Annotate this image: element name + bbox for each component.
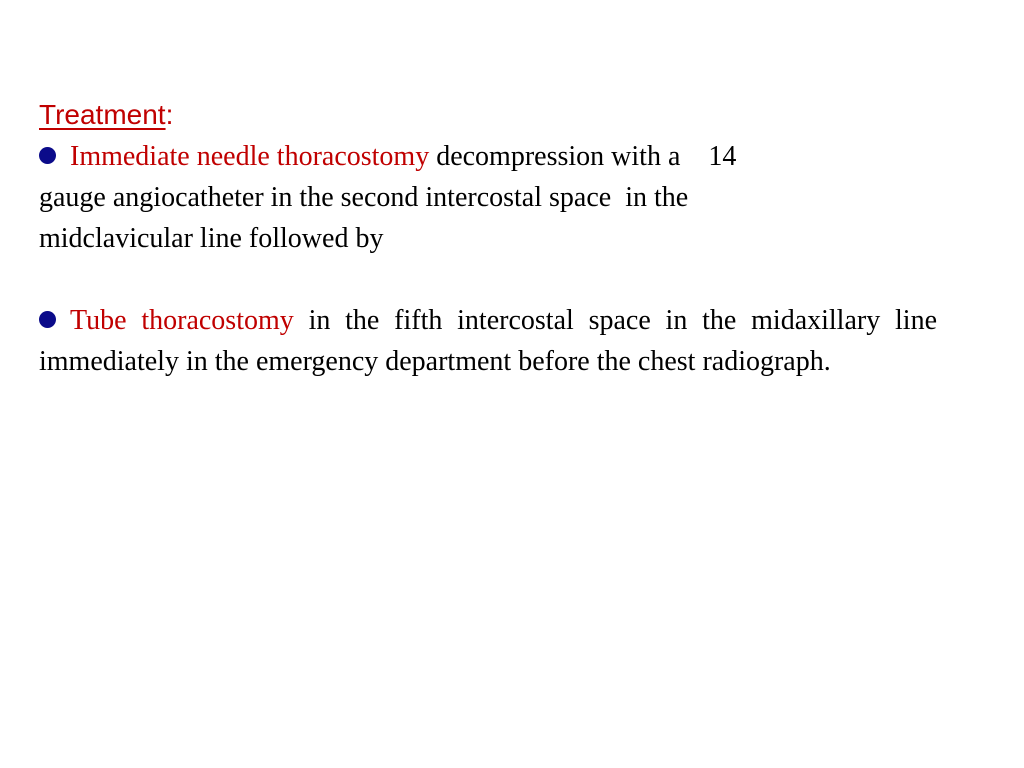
bullet-dot-icon — [39, 311, 56, 328]
bullet-item-tube-thoracostomy — [39, 300, 937, 382]
heading-word: Treatment — [39, 99, 166, 130]
bullet-text: in the fifth intercostal space in the midaxillary line immediately in the emergency department before the chest radiograph. — [39, 305, 937, 377]
bullet-highlight: Immediate needle thoracostomy — [70, 141, 430, 172]
bullet-item-needle-thoracostomy — [39, 136, 937, 259]
bullet-dot-icon — [39, 147, 56, 164]
heading — [39, 97, 173, 133]
bullet-text-line1: decompression with a 14 — [429, 141, 737, 172]
bullet-text-line3: midclavicular line followed by — [39, 223, 384, 254]
bullet-text-line2: gauge angiocatheter in the second intercostal space in the — [39, 182, 689, 213]
bullet-highlight: Tube thoracostomy — [70, 305, 294, 336]
heading-colon: : — [165, 99, 174, 130]
